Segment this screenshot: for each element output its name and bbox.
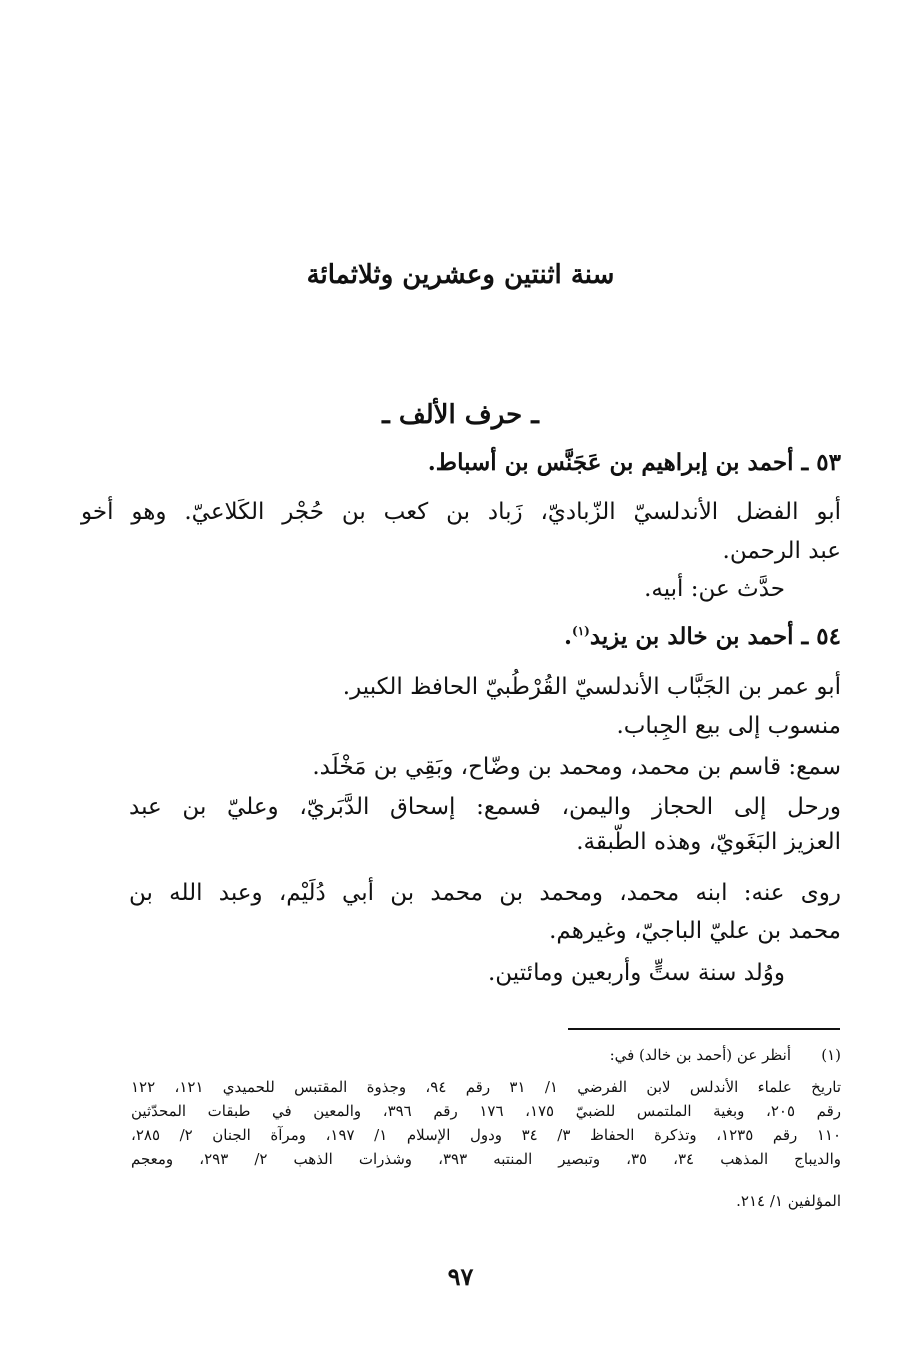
footnote-line: تاريخ علماء الأندلس لابن الفرضي ١/ ٣١ رقم ٩٤، وجذوة المقتبس للحميدي ١٢١، ١٢٢ (131, 1078, 841, 1096)
entry-text-line: ووُلد سنة ستٍّ وأربعين ومائتين. (487, 960, 785, 986)
entry-text-line: أبو عمر بن الجَبَّاب الأندلسيّ القُرْطُبيّ الحافظ الكبير. (342, 674, 841, 700)
year-heading: سنة اثنتين وعشرين وثلاثمائة (306, 260, 615, 290)
entry-title: ٥٣ ـ أحمد بن إبراهيم بن عَجَنَّس بن أسباط. (427, 449, 841, 476)
footnote-marker: (١) (821, 1046, 841, 1064)
footnote-line: رقم ٢٠٥، وبغية الملتمس للضبيّ ١٧٥، ١٧٦ رقم ٣٩٦، والمعين في طبقات المحدّثين (131, 1102, 841, 1120)
footnote-line: ١١٠ رقم ١٢٣٥، وتذكرة الحفاظ ٣/ ٣٤ ودول الإسلام ١/ ١٩٧، ومرآة الجنان ٢/ ٢٨٥، (131, 1126, 841, 1144)
footnote-line: أنظر عن (أحمد بن خالد) في: (609, 1046, 791, 1064)
entry-text-line: العزيز البَغَويّ، وهذه الطّبقة. (576, 829, 841, 855)
entry-text-line: ورحل إلى الحجاز واليمن، فسمع: إسحاق الدَّبَريّ، وعليّ بن عبد (129, 794, 841, 820)
page-number: ٩٧ (447, 1262, 474, 1291)
footnote-divider (568, 1028, 840, 1030)
footnote-line: المؤلفين ١/ ٢١٤. (736, 1192, 841, 1210)
entry-text-line: منسوب إلى بيع الجِباب. (616, 713, 841, 739)
entry-text-line: أبو الفضل الأندلسيّ الزّباديّ، زَباد بن كعب بن حُجْر الكَلاعيّ. وهو أخو (81, 499, 841, 525)
entry-text-line: سمع: قاسم بن محمد، ومحمد بن وضّاح، وبَقِي بن مَخْلَد. (312, 754, 841, 780)
letter-heading: ـ حرف الألف ـ (382, 400, 539, 430)
entry-text-line: روى عنه: ابنه محمد، ومحمد بن محمد بن أبي دُلَيْم، وعبد الله بن (129, 880, 841, 906)
entry-title (564, 622, 841, 652)
entry-title-main: ٥٤ ـ أحمد بن خالد بن يزيد (589, 623, 841, 650)
footnote-line: والديباج المذهب ٣٤، ٣٥، وتبصير المنتبه ٣٩٣، وشذرات الذهب ٢/ ٢٩٣، ومعجم (131, 1150, 841, 1168)
entry-text-line: حدَّث عن: أبيه. (644, 576, 785, 602)
entry-text-line: عبد الرحمن. (722, 538, 841, 564)
footnote-reference: (١) (572, 624, 590, 638)
entry-title-end: . (563, 623, 572, 650)
entry-text-line: محمد بن عليّ الباجيّ، وغيرهم. (549, 918, 841, 944)
